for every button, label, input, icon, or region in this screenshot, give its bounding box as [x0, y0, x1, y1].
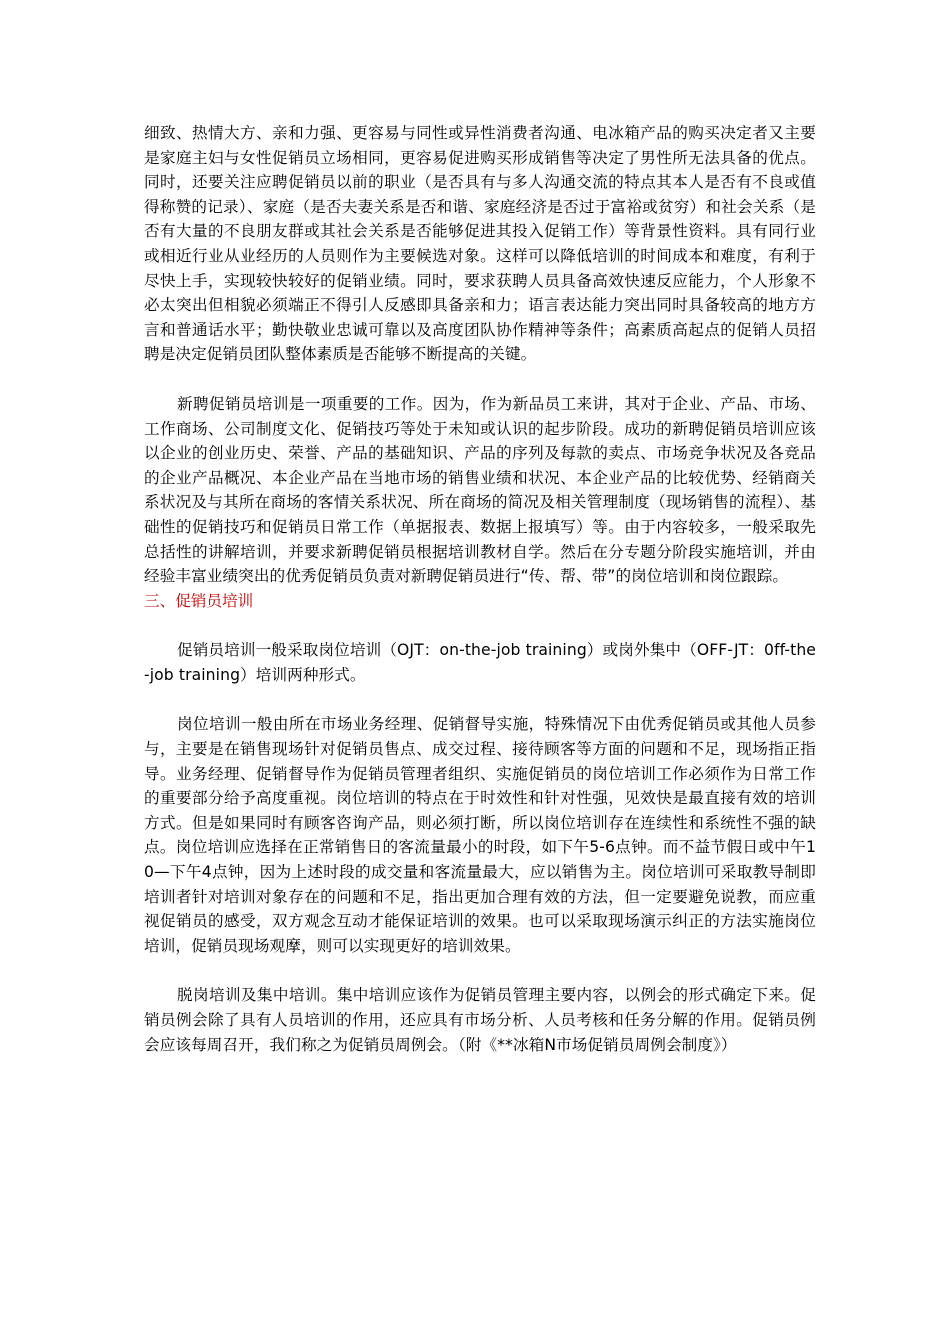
paragraph-on-the-job-training: 岗位培训一般由所在市场业务经理、促销督导实施，特殊情况下由优秀促销员或其他人员参与，主要是在销售现场针对促销员售点、成交过程、接待顾客等方面的问题和不足，现场指正指导。业务经理、促销督导作为促销员管理者组织、实施促销员的岗位培训工作必须作为日常工作的重要部分给予高度重视。岗位培训的特点在于时效性和针对性强，见效快是最直接有效的培训方式。但是如果同时有顾客咨询产品，则必须打断，所以岗位培训存在连续性和系统性不强的缺点。岗位培训应选择在正常销售日的客流量最小的时段，如下午5-6点钟。而不益节假日或中午10—下午4点钟，因为上述时段的成交量和客流量最大，应以销售为主。岗位培训可采取教导制即培训者针对培训对象存在的问题和不足，指出更加合理有效的方法，但一定要避免说教，而应重视促销员的感受，双方观念互动才能保证培训的效果。也可以采取现场演示纠正的方法实施岗位培训，促销员现场观摩，则可以实现更好的培训效果。 [144, 715, 816, 955]
paragraph-recruitment-criteria: 细致、热情大方、亲和力强、更容易与同性或异性消费者沟通、电冰箱产品的购买决定者又主要是家庭主妇与女性促销员立场相同，更容易促进购买形成销售等决定了男性所无法具备的优点。同时，还要关注应聘促销员以前的职业（是否具有与多人沟通交流的特点其本人是否有不良或值得称赞的记录）、家庭（是否夫妻关系是否和谐、家庭经济是否过于富裕或贫穷）和社会关系（是否有大量的不良朋友群或其社会关系是否能够促进其投入促销工作）等背景性资料。具有同行业或相近行业从业经历的人员则作为主要候选对象。这样可以降低培训的时间成本和难度，有利于尽快上手，实现较快较好的促销业绩。同时，要求获聘人员具备高效快速反应能力，个人形象不必太突出但相貌必须端正不得引人反感即具备亲和力；语言表达能力突出同时具备较高的地方方言和普通话水平；勤快敬业忠诚可靠以及高度团队协作精神等条件；高素质高起点的促销人员招聘是决定促销员团队整体素质是否能够不断提高的关键。 [144, 124, 816, 364]
section-heading-promoter-training: 三、促销员培训 [144, 591, 254, 610]
paragraph-new-hire-training: 新聘促销员培训是一项重要的工作。因为，作为新品员工来讲，其对于企业、产品、市场、工作商场、公司制度文化、促销技巧等处于未知或认识的起步阶段。成功的新聘促销员培训应该以企业的创业历史、荣誉、产品的基础知识、产品的序列及每款的卖点、市场竞争状况及各竞品的企业产品概况、本企业产品在当地市场的销售业绩和状况、本企业产品的比较优势、经销商关系状况及与其所在商场的客情关系状况、所在商场的简况及相关管理制度（现场销售的流程）、基础性的促销技巧和促销员日常工作（单据报表、数据上报填写）等。由于内容较多，一般采取先总括性的讲解培训，并要求新聘促销员根据培训教材自学。然后在分专题分阶段实施培训，并由经验丰富业绩突出的优秀促销员负责对新聘促销员进行“传、帮、带”的岗位培训和岗位跟踪。 [144, 394, 816, 586]
document-page [144, 121, 816, 1057]
paragraph-off-the-job-training: 脱岗培训及集中培训。集中培训应该作为促销员管理主要内容，以例会的形式确定下来。促销员例会除了具有人员培训的作用，还应具有市场分析、人员考核和任务分解的作用。促销员例会应该每周召开，我们称之为促销员周例会。（附《**冰箱N市场促销员周例会制度》） [144, 986, 816, 1054]
paragraph-training-forms: 促销员培训一般采取岗位培训（OJT：on-the-job training）或岗外集中（OFF-JT：0ff-the-job training）培训两种形式。 [144, 641, 816, 684]
